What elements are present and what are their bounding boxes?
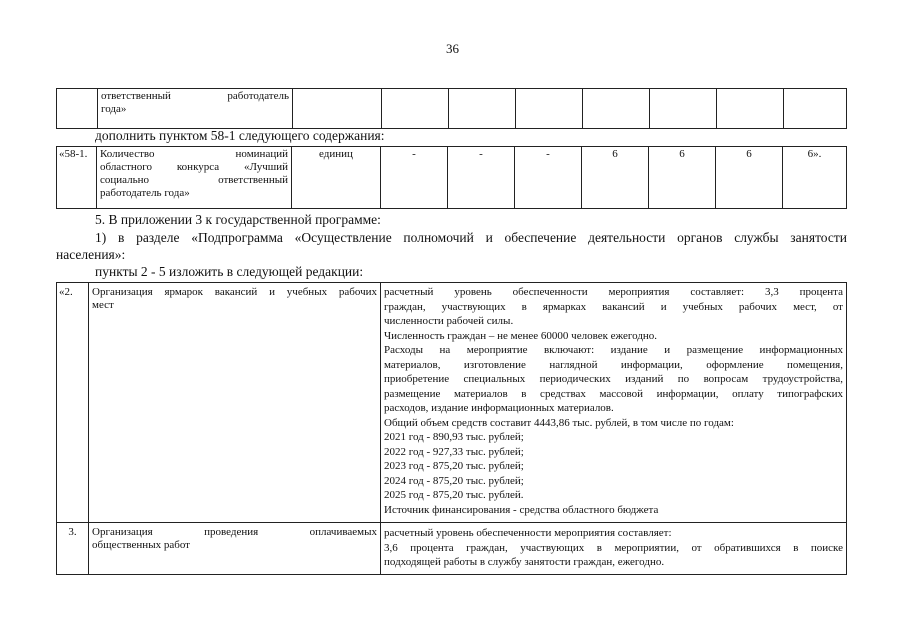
desc-line: 2024 год - 875,20 тыс. рублей;	[384, 474, 524, 487]
activity-description	[381, 283, 847, 523]
table-row	[57, 89, 847, 129]
activity-name	[89, 523, 381, 575]
value-cell: 6».	[783, 147, 847, 209]
desc-line: расчетный уровень обеспеченности мероприятия составляет:	[384, 527, 672, 539]
desc-line: Расходы на мероприятие включают: издание и размещение информационных	[384, 344, 843, 356]
cell-text: Организация проведения оплачиваемых	[92, 526, 377, 538]
table-points	[56, 282, 847, 575]
desc-line: 2022 год - 927,33 тыс. рублей;	[384, 445, 524, 458]
value-cell: -	[515, 147, 582, 209]
table-row	[57, 147, 847, 209]
desc-line: численности рабочей силы.	[384, 315, 514, 327]
table-58-1	[56, 146, 847, 209]
activity-name	[89, 283, 381, 523]
table-cell	[650, 89, 717, 129]
row-number: «58-1.	[57, 147, 97, 209]
activity-description	[381, 523, 847, 575]
paragraph-appendix-3: 5. В приложении 3 к государственной программе:	[95, 212, 381, 227]
value-cell: 6	[582, 147, 649, 209]
table-row	[57, 523, 847, 575]
table-cell	[382, 89, 449, 129]
desc-line: расходов, издание информационных материалов.	[384, 402, 614, 414]
desc-line: материалов, изготовление наглядной информации, оформление помещения,	[384, 358, 843, 371]
cell-text: года»	[101, 103, 127, 115]
desc-line: граждан, участвующих в ярмарках вакансий и учебных рабочих мест, от	[384, 300, 843, 313]
table-cell	[583, 89, 650, 129]
cell-text: работодатель года»	[100, 187, 190, 199]
value-cell: -	[448, 147, 515, 209]
table-cell	[98, 89, 293, 129]
table-cell	[449, 89, 516, 129]
indicator-name	[97, 147, 292, 209]
desc-line: 2025 год - 875,20 тыс. рублей.	[384, 489, 524, 501]
cell-text: работодатель	[227, 90, 289, 102]
cell-text: общественных работ	[92, 539, 190, 551]
desc-line: Общий объем средств составит 4443,86 тыс. рублей, в том числе по годам:	[384, 416, 734, 429]
table-cell	[293, 89, 382, 129]
desc-line: расчетный уровень обеспеченности мероприятия составляет: 3,3 процента	[384, 286, 843, 298]
value-cell: 6	[649, 147, 716, 209]
desc-line: 3,6 процента граждан, участвующих в мероприятии, от обратившихся в поиске	[384, 541, 843, 554]
row-number: «2.	[57, 283, 89, 523]
row-number: 3.	[57, 523, 89, 575]
desc-line: Источник финансирования - средства областного бюджета	[384, 503, 659, 516]
paragraph-points: пункты 2 - 5 изложить в следующей редакции:	[95, 264, 364, 279]
paragraph-subprogram-line1: 1) в разделе «Подпрограмма «Осуществление полномочий и обеспечение деятельности органов службы занятости	[95, 230, 847, 245]
cell-text: мест	[92, 299, 114, 311]
cell-text: социально ответственный	[100, 174, 288, 186]
cell-text: Количество номинаций	[100, 148, 288, 160]
page-number: 36	[446, 41, 459, 56]
desc-line: Численность граждан – не менее 60000 человек ежегодно.	[384, 329, 658, 342]
desc-line: 2021 год - 890,93 тыс. рублей;	[384, 431, 524, 443]
table-cell	[717, 89, 784, 129]
desc-line: 2023 год - 875,20 тыс. рублей;	[384, 460, 524, 472]
desc-line: подходящей работы в службу занятости граждан, ежегодно.	[384, 556, 665, 568]
desc-line: приобретение специальных периодических изданий по вопросам трудоустройства,	[384, 373, 843, 385]
table-row	[57, 283, 847, 523]
table-cell	[784, 89, 847, 129]
cell-text: Организация ярмарок вакансий и учебных рабочих	[92, 286, 377, 298]
table-top-row	[56, 88, 847, 129]
cell-text: областного конкурса «Лучший	[100, 161, 288, 173]
paragraph-subprogram-line2: населения»:	[56, 247, 126, 262]
value-cell: 6	[716, 147, 783, 209]
unit-cell: единиц	[292, 147, 381, 209]
desc-line: размещение материалов в средствах массовой информации, оплату типографских	[384, 387, 843, 400]
table-cell	[516, 89, 583, 129]
table-cell	[57, 89, 98, 129]
paragraph-addition: дополнить пунктом 58-1 следующего содержания:	[95, 128, 385, 143]
cell-text: ответственный	[101, 90, 171, 102]
value-cell: -	[381, 147, 448, 209]
